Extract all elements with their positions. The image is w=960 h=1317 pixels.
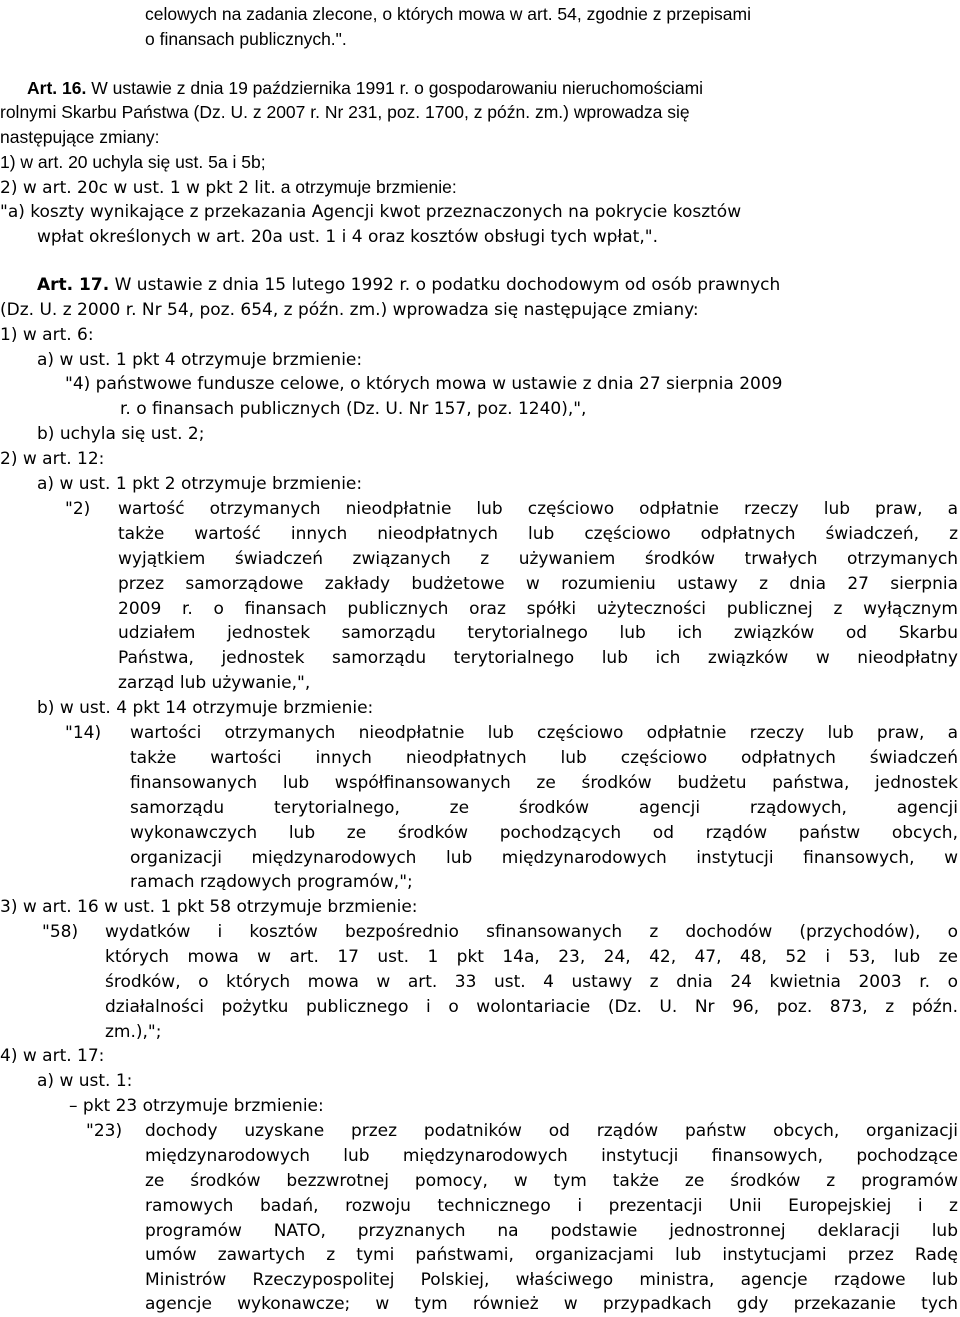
list-item: 1) w art. 6: <box>0 325 94 345</box>
quote-line: środków, o których mowa w art. 33 ust. 4 ustawy z dnia 24 kwietnia 2003 r. o <box>105 972 958 992</box>
article-17 <box>37 273 780 298</box>
quote-line: przez samorządowe zakłady budżetowe w rozumieniu ustawy z dnia 27 sierpnia <box>118 574 958 594</box>
list-item: a) w ust. 1: <box>37 1071 133 1091</box>
text-line: 2) w art. 20c w ust. 1 w pkt 2 lit. <box>0 178 276 198</box>
quote-line: wartość otrzymanych nieodpłatnie lub częściowo odpłatnie rzeczy lub praw, a <box>118 499 958 519</box>
list-item: 1) w art. 20 uchyla się ust. 5a i 5b; <box>0 152 266 172</box>
text-line: następujące zmiany: <box>0 127 160 147</box>
quote-line: Ministrów Rzeczypospolitej Polskiej, właściwego ministra, agencje rządowe lub <box>145 1270 958 1290</box>
article-label: Art. 16. <box>27 78 87 98</box>
article-label: Art. 17. <box>37 275 110 295</box>
quote-line: r. o finansach publicznych (Dz. U. Nr 157, poz. 1240),", <box>120 399 587 419</box>
quote-line: zarząd lub używanie,", <box>118 673 311 693</box>
quote-line: międzynarodowych lub międzynarodowych instytucji finansowych, pochodzące <box>145 1146 958 1166</box>
list-item: a) w ust. 1 pkt 2 otrzymuje brzmienie: <box>37 474 363 494</box>
quote-line: wyjątkiem świadczeń związanych z używaniem środków trwałych otrzymanych <box>118 549 958 569</box>
quote-line: wpłat określonych w art. 20a ust. 1 i 4 oraz kosztów obsługi tych wpłat,". <box>37 227 658 247</box>
quote-line: ramach rządowych programów,"; <box>130 872 413 892</box>
list-item: b) w ust. 4 pkt 14 otrzymuje brzmienie: <box>37 698 374 718</box>
quote-line: działalności pożytku publicznego i o wolontariacie (Dz. U. Nr 96, poz. 873, z późn. <box>105 997 958 1017</box>
text-line: o finansach publicznych.". <box>145 29 347 49</box>
list-item: 2) w art. 12: <box>0 449 105 469</box>
list-item <box>0 175 457 201</box>
text-line: (Dz. U. z 2000 r. Nr 54, poz. 654, z późn. zm.) wprowadza się następujące zmiany: <box>0 300 699 320</box>
list-item: – pkt 23 otrzymuje brzmienie: <box>69 1096 324 1116</box>
quote-number: "23) <box>86 1121 123 1141</box>
quote-line: wydatków i kosztów bezpośrednio sfinansowanych z dochodów (przychodów), o <box>105 922 958 942</box>
text-line: W ustawie z dnia 19 października 1991 r. o gospodarowaniu nieruchomościami <box>91 78 704 98</box>
quote-number: "58) <box>42 922 79 942</box>
list-item: a) w ust. 1 pkt 4 otrzymuje brzmienie: <box>37 350 363 370</box>
quote-line: wykonawczych lub ze środków pochodzących od rządów państw obcych, <box>130 823 958 843</box>
quote-line: ramowych badań, rozwoju technicznego i prezentacji Unii Europejskiej i z <box>145 1196 958 1216</box>
quote-number: "14) <box>65 723 102 743</box>
quote-line: umów zawartych z tymi państwami, organizacjami lub instytucjami przez Radę <box>145 1245 958 1265</box>
quote-line: także wartości innych nieodpłatnych lub częściowo odpłatnych świadczeń <box>130 748 958 768</box>
article-16 <box>27 76 703 101</box>
quote-line: agencje wykonawcze; w tym również w przypadkach gdy przekazanie tych <box>145 1294 958 1314</box>
quote-line: "a) koszty wynikające z przekazania Agencji kwot przeznaczonych na pokrycie kosztów <box>0 202 742 222</box>
quote-line: także wartość innych nieodpłatnych lub częściowo odpłatnych świadczeń, z <box>118 524 958 544</box>
list-item: 4) w art. 17: <box>0 1046 105 1066</box>
text-line: celowych na zadania zlecone, o których mowa w art. 54, zgodnie z przepisami <box>145 4 751 24</box>
quote-line: których mowa w art. 17 ust. 1 pkt 14a, 23, 24, 42, 47, 48, 52 i 53, lub ze <box>105 947 958 967</box>
text-line: W ustawie z dnia 15 lutego 1992 r. o podatku dochodowym od osób prawnych <box>114 275 781 295</box>
quote-line: wartości otrzymanych nieodpłatnie lub częściowo odpłatnie rzeczy lub praw, a <box>130 723 958 743</box>
list-item: b) uchyla się ust. 2; <box>37 424 205 444</box>
quote-number: "2) <box>65 499 91 519</box>
quote-line: ze środków bezzwrotnej pomocy, w tym także ze środków z programów <box>145 1171 958 1191</box>
list-item: 3) w art. 16 w ust. 1 pkt 58 otrzymuje brzmienie: <box>0 897 418 917</box>
quote-line: organizacji międzynarodowych lub międzynarodowych instytucji finansowych, w <box>130 848 958 868</box>
quote-line: finansowanych lub współfinansowanych ze środków budżetu państwa, jednostek <box>130 773 958 793</box>
quote-line: Państwa, jednostek samorządu terytorialnego lub ich związków w nieodpłatny <box>118 648 958 668</box>
quote-line: zm.),"; <box>105 1022 162 1042</box>
quote-line: dochody uzyskane przez podatników od rządów państw obcych, organizacji <box>145 1121 958 1141</box>
text-line: a otrzymuje brzmienie: <box>280 177 457 197</box>
quote-line: udziałem jednostek samorządu terytorialnego lub ich związków od Skarbu <box>118 623 958 643</box>
quote-line: "4) państwowe fundusze celowe, o których mowa w ustawie z dnia 27 sierpnia 2009 <box>65 374 783 394</box>
text-line: rolnymi Skarbu Państwa (Dz. U. z 2007 r. Nr 231, poz. 1700, z późn. zm.) wprowadza się <box>0 102 690 122</box>
quote-line: programów NATO, przyznanych na podstawie jednostronnej deklaracji lub <box>145 1221 958 1241</box>
quote-line: 2009 r. o finansach publicznych oraz spółki użyteczności publicznej z wyłącznym <box>118 599 958 619</box>
quote-line: samorządu terytorialnego, ze środków agencji rządowych, agencji <box>130 798 958 818</box>
